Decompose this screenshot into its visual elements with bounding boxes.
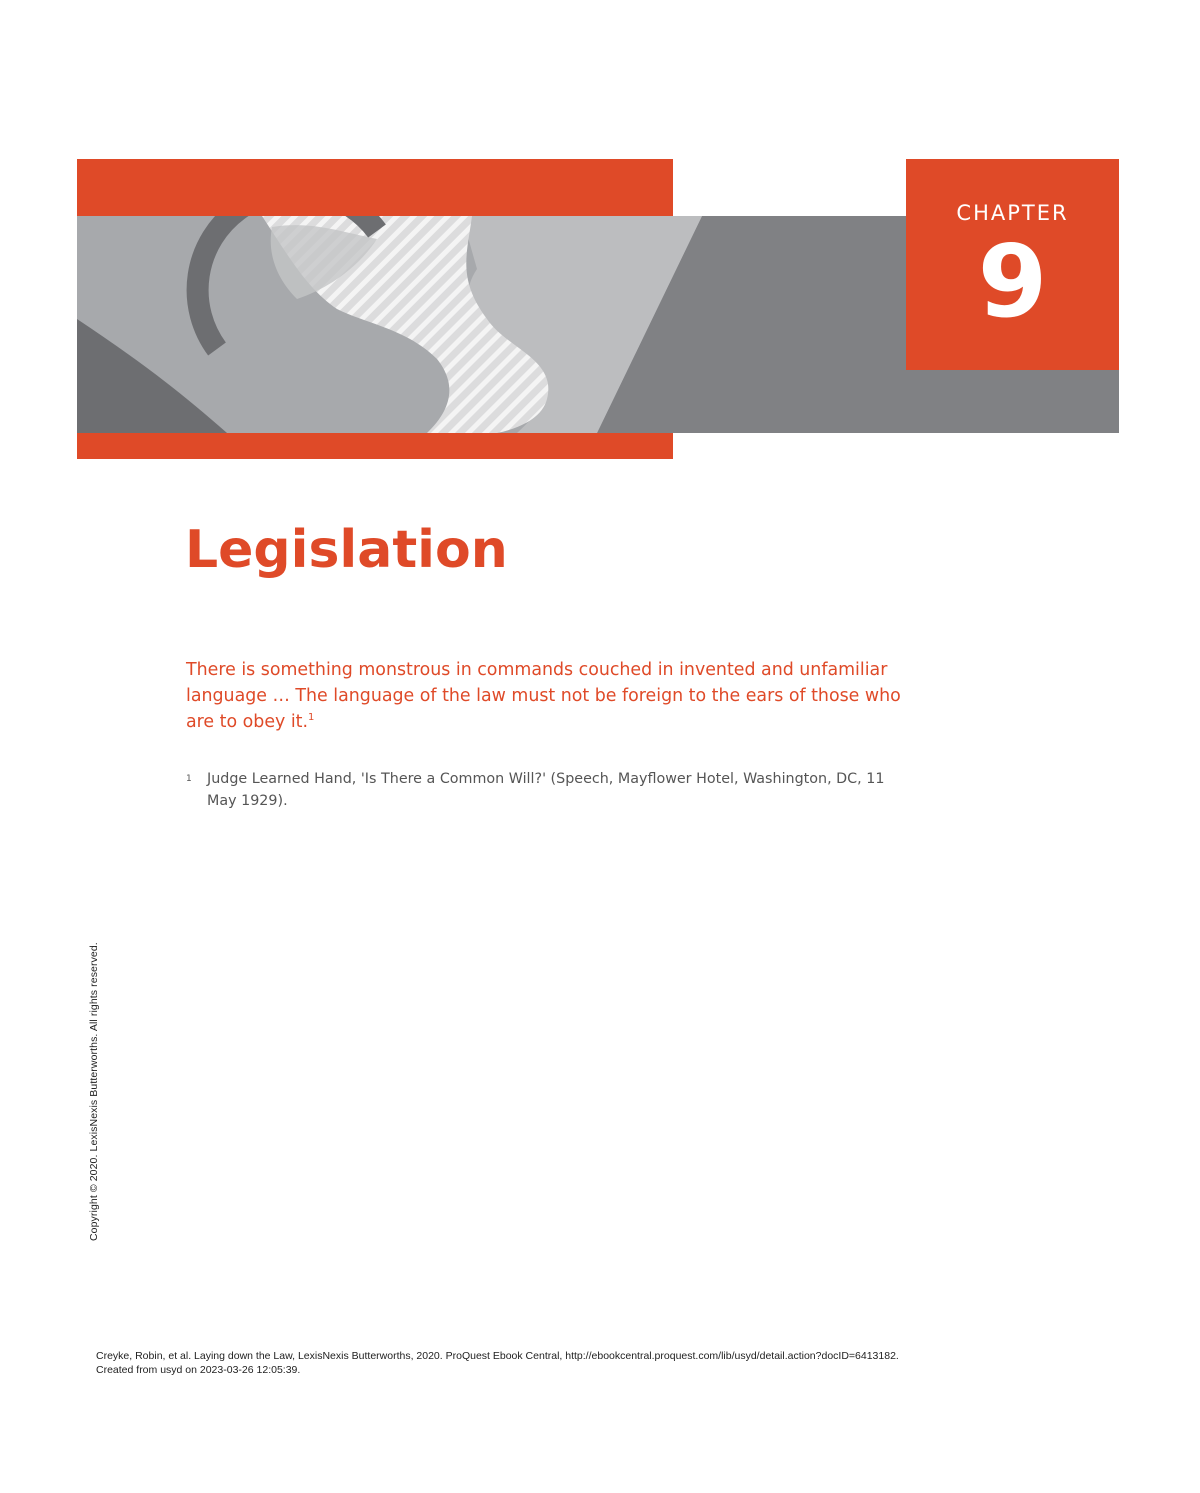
created-line: Created from usyd on 2023-03-26 12:05:39. [96, 1364, 301, 1376]
footnote-marker: 1 [186, 774, 192, 784]
citation-line: Creyke, Robin, et al. Laying down the Law, LexisNexis Butterworths, 2020. ProQuest Ebook Central, http://ebookcentral.proquest.com/lib/usyd/detail.action?docID=6413182. [96, 1350, 899, 1362]
chapter-badge [906, 159, 1119, 370]
footnote [186, 768, 911, 812]
copyright-notice: Copyright © 2020. LexisNexis Butterworths. All rights reserved. [88, 942, 100, 1241]
chapter-title: Legislation [185, 520, 508, 580]
footnote-text: Judge Learned Hand, 'Is There a Common Will?' (Speech, Mayflower Hotel, Washington, DC, 11 May 1929). [207, 771, 885, 809]
epigraph-text: There is something monstrous in commands couched in invented and unfamiliar language … The language of the law must not be foreign to the ears of those who are to obey it. [186, 660, 901, 732]
citation-footer [96, 1349, 899, 1377]
epigraph-quote [186, 657, 911, 735]
chapter-number: 9 [977, 223, 1048, 340]
chapter-label: CHAPTER [956, 201, 1069, 225]
footnote-reference: 1 [308, 712, 315, 723]
